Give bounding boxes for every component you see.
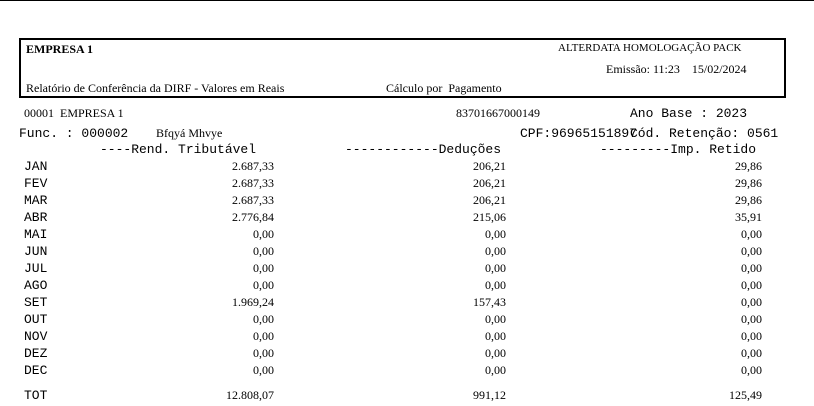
- month-label: ABR: [24, 210, 48, 225]
- company-cnpj: 83701667000149: [456, 106, 540, 120]
- total-label: TOT: [24, 388, 48, 403]
- rend-value: 0,00: [253, 261, 274, 275]
- imp-retido-value: 0,00: [741, 363, 762, 377]
- column-header-rend: ----Rend. Tributável: [100, 142, 257, 157]
- rend-value: 2.687,33: [232, 176, 274, 190]
- table-row: [0, 208, 814, 225]
- rend-value: 0,00: [253, 278, 274, 292]
- page-top-rule: [0, 0, 814, 1]
- imp-retido-value: 0,00: [741, 312, 762, 326]
- rend-value: 0,00: [253, 244, 274, 258]
- month-label: OUT: [24, 312, 48, 327]
- deducoes-value: 215,06: [473, 210, 506, 224]
- deducoes-value: 157,43: [473, 295, 506, 309]
- month-label: NOV: [24, 329, 48, 344]
- column-header-imp-retido: ---------Imp. Retido: [600, 142, 757, 157]
- rend-value: 0,00: [253, 227, 274, 241]
- imp-retido-value: 0,00: [741, 295, 762, 309]
- employee-cpf: CPF:96965151897: [520, 126, 638, 141]
- table-row: [0, 259, 814, 276]
- deducoes-value: 206,21: [473, 193, 506, 207]
- total-deducoes: 991,12: [473, 388, 506, 402]
- deducoes-value: 206,21: [473, 176, 506, 190]
- imp-retido-value: 0,00: [741, 227, 762, 241]
- rend-value: 2.687,33: [232, 159, 274, 173]
- employee-name: Bfqyá Mhvye: [156, 126, 223, 140]
- deducoes-value: 0,00: [485, 244, 506, 258]
- rend-value: 2.687,33: [232, 193, 274, 207]
- month-label: AGO: [24, 278, 48, 293]
- table-row: [0, 344, 814, 361]
- table-row: [0, 191, 814, 208]
- company-code-name: 00001 EMPRESA 1: [24, 106, 124, 120]
- table-row: [0, 174, 814, 191]
- imp-retido-value: 0,00: [741, 329, 762, 343]
- table-row: [0, 276, 814, 293]
- system-name: ALTERDATA HOMOLOGAÇÃO PACK: [558, 42, 742, 54]
- deducoes-value: 0,00: [485, 346, 506, 360]
- month-label: MAR: [24, 193, 48, 208]
- base-year: Ano Base : 2023: [630, 106, 748, 121]
- rend-value: 2.776,84: [232, 210, 274, 224]
- company-name: EMPRESA 1: [26, 42, 94, 56]
- deducoes-value: 0,00: [485, 278, 506, 292]
- rend-value: 0,00: [253, 329, 274, 343]
- imp-retido-value: 29,86: [735, 176, 762, 190]
- deducoes-value: 0,00: [485, 312, 506, 326]
- month-label: JUN: [24, 244, 48, 259]
- total-row: [0, 386, 814, 403]
- month-label: MAI: [24, 227, 48, 242]
- table-row: [0, 293, 814, 310]
- table-row: [0, 310, 814, 327]
- total-imp-retido: 125,49: [729, 388, 762, 402]
- imp-retido-value: 0,00: [741, 244, 762, 258]
- emission-datetime: Emissão: 11:23 15/02/2024: [606, 62, 747, 76]
- imp-retido-value: 0,00: [741, 278, 762, 292]
- deducoes-value: 0,00: [485, 261, 506, 275]
- imp-retido-value: 0,00: [741, 346, 762, 360]
- rend-value: 0,00: [253, 312, 274, 326]
- rend-value: 0,00: [253, 346, 274, 360]
- table-row: [0, 242, 814, 259]
- retention-code: Cód. Retenção: 0561: [630, 126, 779, 141]
- deducoes-value: 0,00: [485, 227, 506, 241]
- table-row: [0, 361, 814, 378]
- deducoes-value: 206,21: [473, 159, 506, 173]
- deducoes-value: 0,00: [485, 329, 506, 343]
- table-row: [0, 225, 814, 242]
- column-header-deducoes: ------------Deduções: [345, 142, 502, 157]
- calculation-basis: Cálculo por Pagamento: [386, 81, 502, 95]
- imp-retido-value: 35,91: [735, 210, 762, 224]
- rend-value: 1.969,24: [232, 295, 274, 309]
- table-row: [0, 327, 814, 344]
- rend-value: 0,00: [253, 363, 274, 377]
- month-label: DEZ: [24, 346, 48, 361]
- imp-retido-value: 0,00: [741, 261, 762, 275]
- total-rend: 12.808,07: [226, 388, 274, 402]
- month-label: FEV: [24, 176, 48, 191]
- month-label: JAN: [24, 159, 48, 174]
- employee-code: Func. : 000002: [19, 126, 129, 141]
- report-title: Relatório de Conferência da DIRF - Valores em Reais: [26, 81, 285, 95]
- month-label: JUL: [24, 261, 48, 276]
- table-row: [0, 157, 814, 174]
- imp-retido-value: 29,86: [735, 159, 762, 173]
- month-label: DEC: [24, 363, 48, 378]
- month-label: SET: [24, 295, 48, 310]
- deducoes-value: 0,00: [485, 363, 506, 377]
- imp-retido-value: 29,86: [735, 193, 762, 207]
